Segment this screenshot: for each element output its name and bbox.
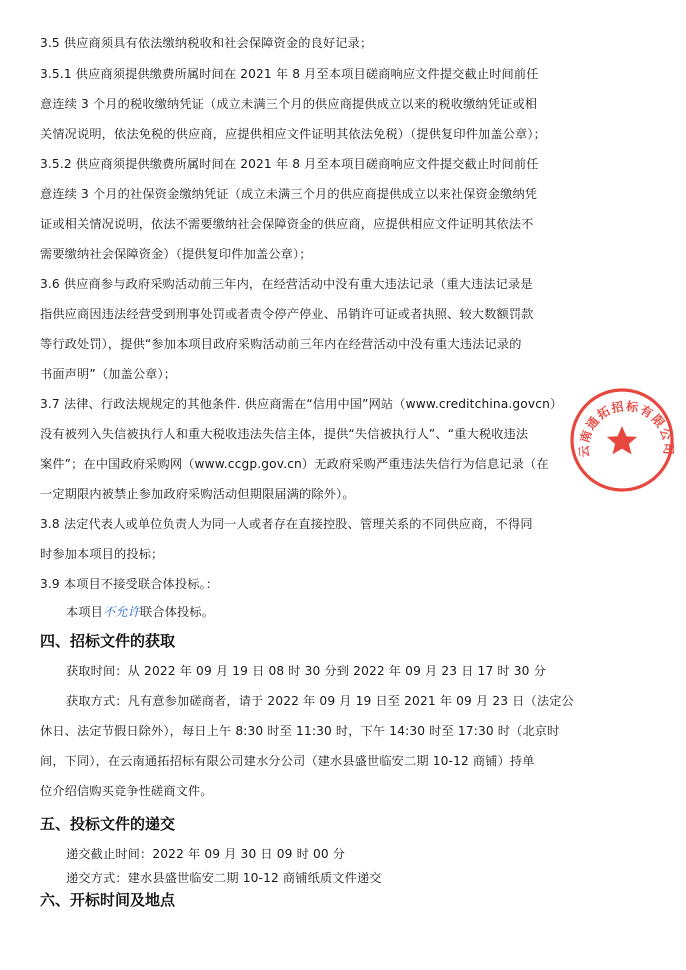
submission-deadline: 递交截止时间：2022 年 09 月 30 日 09 时 00 分 [66, 847, 346, 861]
consortium-statement [66, 604, 214, 620]
section-6-heading: 六、开标时间及地点 [40, 891, 176, 909]
clause-3-8-line-1: 3.8 法定代表人或单位负责人为同一人或者存在直接控股、管理关系的不同供应商，不得同 [40, 517, 533, 531]
clause-3-5-2-line-3: 证或相关情况说明，依法不需要缴纳社会保障资金的供应商，应提供相应文件证明其依法不 [40, 217, 534, 231]
clause-3-9: 3.9 本项目不接受联合体投标。： [40, 577, 219, 591]
seal-arc-text: 云南通拓招标有限公司 [576, 399, 676, 458]
section-4-heading: 四、招标文件的获取 [40, 632, 176, 650]
clause-3-5-2-line-2: 意连续 3 个月的社保资金缴纳凭证（成立未满三个月的供应商提供成立以来社保资金缴纳凭 [40, 187, 538, 201]
acquisition-method-line-4: 位介绍信购买竞争性磋商文件。 [40, 784, 213, 798]
clause-3-7-line-4: 一定期限内被禁止参加政府采购活动但期限届满的除外）。 [40, 487, 355, 501]
clause-3-6-line-4: 书面声明”（加盖公章）； [40, 367, 177, 381]
company-seal [568, 386, 676, 494]
clause-3-6-line-3: 等行政处罚），提供“参加本项目政府采购活动前三年内在经营活动中没有重大违法记录的 [40, 337, 522, 351]
clause-3-5-1-line-2: 意连续 3 个月的税收缴纳凭证（成立未满三个月的供应商提供成立以来的税收缴纳凭证或相 [40, 97, 538, 111]
clause-3-5-1-line-1: 3.5.1 供应商须提供缴费所属时间在 2021 年 8 月至本项目磋商响应文件提交截止时间前任 [40, 67, 539, 81]
seal-star-icon [607, 426, 637, 454]
consortium-highlight: 不允许 [103, 605, 141, 619]
clause-3-5-2-line-1: 3.5.2 供应商须提供缴费所属时间在 2021 年 8 月至本项目磋商响应文件提交截止时间前任 [40, 157, 539, 171]
submission-method: 递交方式：建水县盛世临安二期 10-12 商铺纸质文件递交 [66, 871, 382, 885]
clause-3-7-line-2: 没有被列入失信被执行人和重大税收违法失信主体，提供“失信被执行人”、“重大税收违法 [40, 427, 529, 441]
clause-3-7-line-1: 3.7 法律、行政法规规定的其他条件. 供应商需在“信用中国”网站（www.creditchina.govcn） [40, 397, 563, 411]
clause-3-8-line-2: 时参加本项目的投标； [40, 547, 164, 561]
clause-3-5-2-line-4: 需要缴纳社会保障资金）（提供复印件加盖公章）； [40, 247, 312, 261]
clause-3-5-1-line-3: 关情况说明，依法免税的供应商，应提供相应文件证明其依法免税）（提供复印件加盖公章）； [40, 127, 546, 141]
clause-3-6-line-2: 指供应商因违法经营受到刑事处罚或者责令停产停业、吊销许可证或者执照、较大数额罚款 [40, 307, 534, 321]
clause-3-7-line-3: 案件”；在中国政府采购网（www.ccgp.gov.cn）无政府采购严重违法失信行为信息记录（在 [40, 457, 549, 471]
acquisition-method-line-1: 获取方式：凡有意参加磋商者，请于 2022 年 09 月 19 日至 2021 年 09 月 23 日（法定公 [66, 694, 574, 708]
section-5-heading: 五、投标文件的递交 [40, 815, 176, 833]
seal-ring [572, 390, 672, 490]
consortium-prefix: 本项目 [66, 605, 104, 619]
acquisition-time: 获取时间：从 2022 年 09 月 19 日 08 时 30 分到 2022 年 09 月 23 日 17 时 30 分 [66, 664, 546, 678]
clause-3-5: 3.5 供应商须具有依法缴纳税收和社会保障资金的良好记录； [40, 36, 373, 50]
acquisition-method-line-2: 休日、法定节假日除外），每日上午 8:30 时至 11:30 时，下午 14:30 时至 17:30 时（北京时 [40, 724, 560, 738]
acquisition-method-line-3: 间，下同），在云南通拓招标有限公司建水分公司（建水县盛世临安二期 10-12 商铺）持单 [40, 754, 535, 768]
consortium-suffix: 联合体投标。 [140, 605, 215, 619]
clause-3-6-line-1: 3.6 供应商参与政府采购活动前三年内，在经营活动中没有重大违法记录（重大违法记录是 [40, 277, 533, 291]
